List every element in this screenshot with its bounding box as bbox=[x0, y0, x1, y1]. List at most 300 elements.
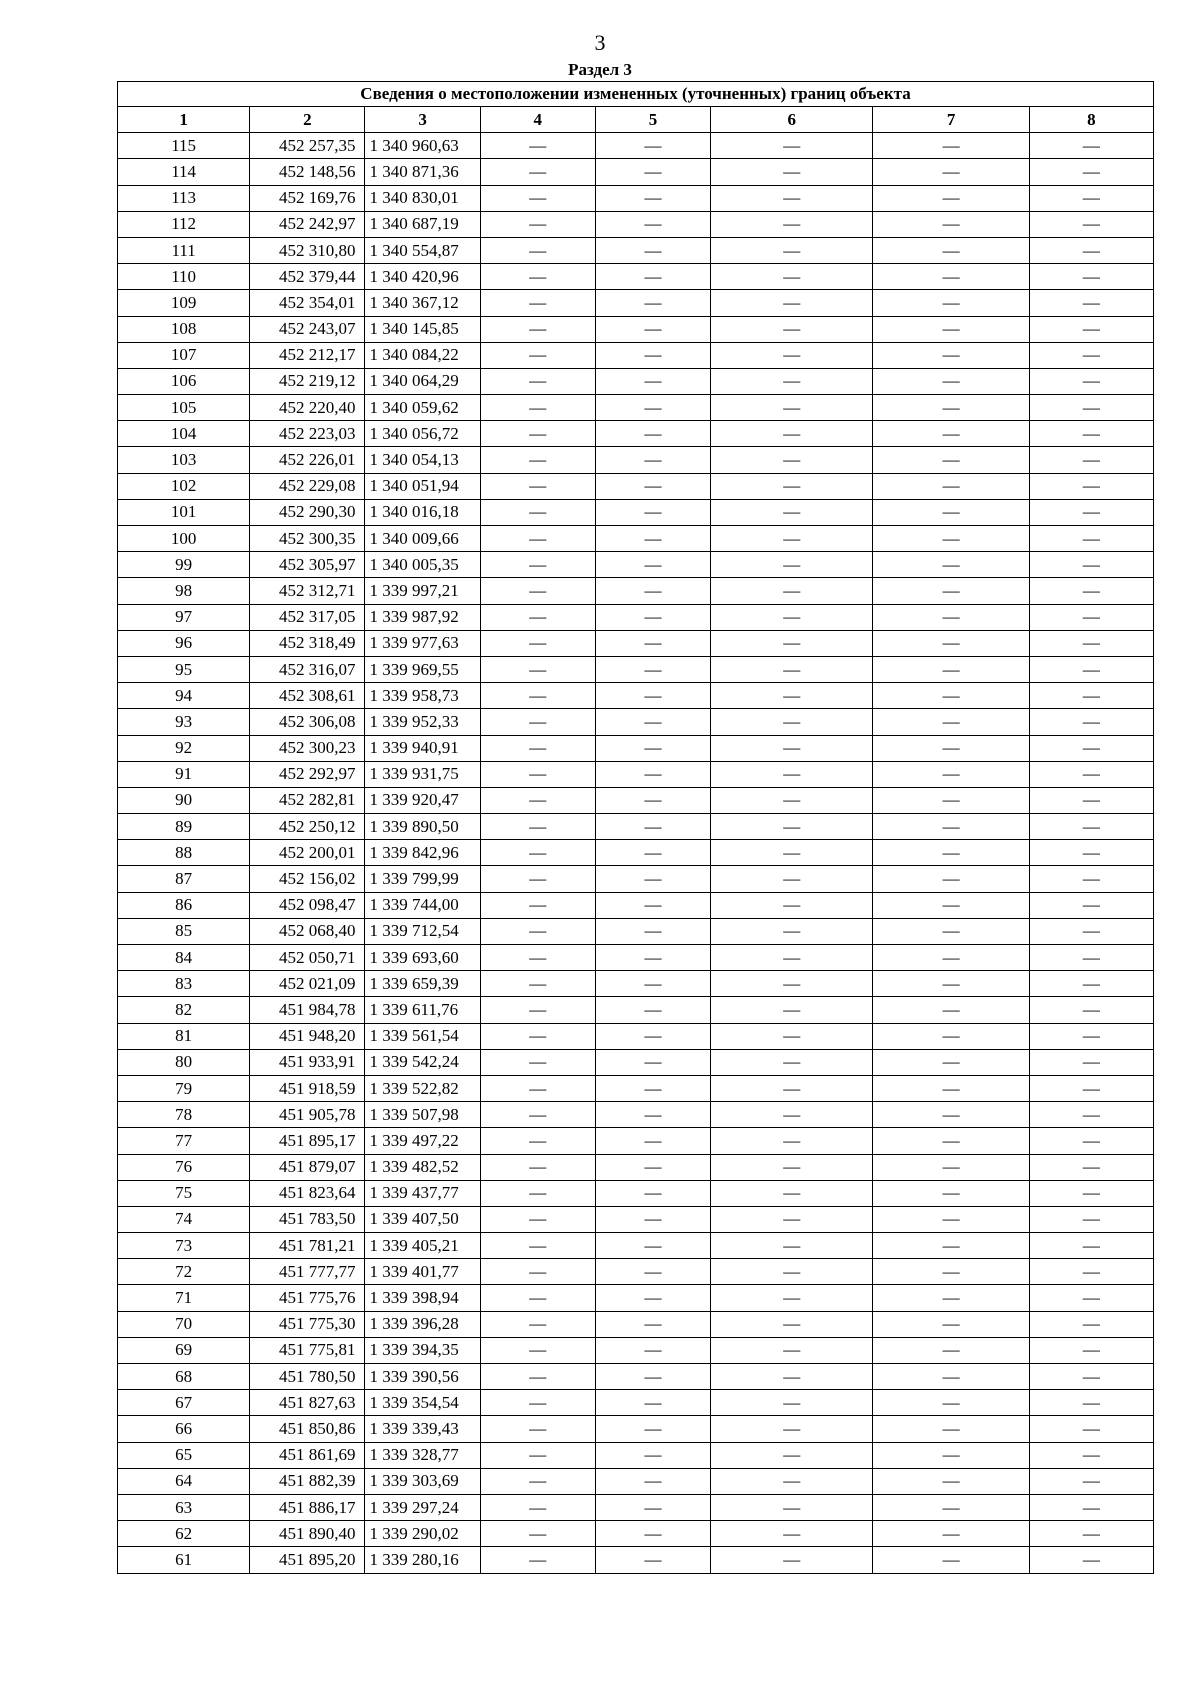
column-header-3: 3 bbox=[365, 107, 480, 133]
table-caption: Сведения о местоположении измененных (уточненных) границ объекта bbox=[118, 82, 1154, 107]
empty-mark-cell: — bbox=[1029, 421, 1153, 447]
empty-mark-cell: — bbox=[873, 683, 1029, 709]
y-coordinate-cell: 1 340 059,62 bbox=[365, 395, 480, 421]
page-number: 3 bbox=[594, 30, 606, 55]
empty-mark-cell: — bbox=[595, 971, 710, 997]
point-number-cell: 101 bbox=[118, 499, 250, 525]
y-coordinate-cell: 1 339 497,22 bbox=[365, 1128, 480, 1154]
empty-mark-cell: — bbox=[1029, 1102, 1153, 1128]
empty-mark-cell: — bbox=[1029, 630, 1153, 656]
empty-mark-cell: — bbox=[1029, 1023, 1153, 1049]
table-row bbox=[118, 1023, 1154, 1049]
empty-mark-cell: — bbox=[873, 709, 1029, 735]
table-row bbox=[118, 421, 1154, 447]
empty-mark-cell: — bbox=[873, 211, 1029, 237]
empty-mark-cell: — bbox=[711, 1390, 873, 1416]
y-coordinate-cell: 1 339 405,21 bbox=[365, 1233, 480, 1259]
empty-mark-cell: — bbox=[873, 1180, 1029, 1206]
column-header-1: 1 bbox=[118, 107, 250, 133]
empty-mark-cell: — bbox=[595, 945, 710, 971]
empty-mark-cell: — bbox=[480, 133, 595, 159]
table-row bbox=[118, 1416, 1154, 1442]
empty-mark-cell: — bbox=[595, 1259, 710, 1285]
empty-mark-cell: — bbox=[1029, 1128, 1153, 1154]
empty-mark-cell: — bbox=[873, 1259, 1029, 1285]
point-number-cell: 97 bbox=[118, 604, 250, 630]
empty-mark-cell: — bbox=[595, 1416, 710, 1442]
table-row bbox=[118, 1233, 1154, 1259]
empty-mark-cell: — bbox=[480, 1416, 595, 1442]
table-row bbox=[118, 1494, 1154, 1520]
empty-mark-cell: — bbox=[480, 840, 595, 866]
empty-mark-cell: — bbox=[595, 395, 710, 421]
empty-mark-cell: — bbox=[480, 552, 595, 578]
empty-mark-cell: — bbox=[595, 1468, 710, 1494]
y-coordinate-cell: 1 340 830,01 bbox=[365, 185, 480, 211]
empty-mark-cell: — bbox=[1029, 499, 1153, 525]
empty-mark-cell: — bbox=[873, 1494, 1029, 1520]
empty-mark-cell: — bbox=[711, 211, 873, 237]
x-coordinate-cell: 452 305,97 bbox=[250, 552, 365, 578]
table-row bbox=[118, 264, 1154, 290]
point-number-cell: 65 bbox=[118, 1442, 250, 1468]
empty-mark-cell: — bbox=[480, 814, 595, 840]
empty-mark-cell: — bbox=[1029, 1364, 1153, 1390]
x-coordinate-cell: 451 861,69 bbox=[250, 1442, 365, 1468]
empty-mark-cell: — bbox=[595, 1023, 710, 1049]
x-coordinate-cell: 451 886,17 bbox=[250, 1494, 365, 1520]
empty-mark-cell: — bbox=[1029, 447, 1153, 473]
y-coordinate-cell: 1 340 064,29 bbox=[365, 368, 480, 394]
empty-mark-cell: — bbox=[1029, 709, 1153, 735]
empty-mark-cell: — bbox=[711, 159, 873, 185]
x-coordinate-cell: 452 220,40 bbox=[250, 395, 365, 421]
table-row bbox=[118, 316, 1154, 342]
point-number-cell: 105 bbox=[118, 395, 250, 421]
y-coordinate-cell: 1 339 401,77 bbox=[365, 1259, 480, 1285]
point-number-cell: 108 bbox=[118, 316, 250, 342]
empty-mark-cell: — bbox=[595, 1102, 710, 1128]
y-coordinate-cell: 1 340 554,87 bbox=[365, 237, 480, 263]
x-coordinate-cell: 452 148,56 bbox=[250, 159, 365, 185]
point-number-cell: 103 bbox=[118, 447, 250, 473]
column-header-8: 8 bbox=[1029, 107, 1153, 133]
table-row bbox=[118, 473, 1154, 499]
empty-mark-cell: — bbox=[595, 997, 710, 1023]
table-row bbox=[118, 866, 1154, 892]
x-coordinate-cell: 452 226,01 bbox=[250, 447, 365, 473]
empty-mark-cell: — bbox=[595, 264, 710, 290]
y-coordinate-cell: 1 339 799,99 bbox=[365, 866, 480, 892]
empty-mark-cell: — bbox=[711, 447, 873, 473]
x-coordinate-cell: 452 282,81 bbox=[250, 787, 365, 813]
empty-mark-cell: — bbox=[595, 1547, 710, 1573]
empty-mark-cell: — bbox=[480, 1180, 595, 1206]
x-coordinate-cell: 451 783,50 bbox=[250, 1206, 365, 1232]
table-row bbox=[118, 971, 1154, 997]
point-number-cell: 94 bbox=[118, 683, 250, 709]
empty-mark-cell: — bbox=[1029, 814, 1153, 840]
point-number-cell: 78 bbox=[118, 1102, 250, 1128]
empty-mark-cell: — bbox=[595, 787, 710, 813]
x-coordinate-cell: 451 823,64 bbox=[250, 1180, 365, 1206]
empty-mark-cell: — bbox=[595, 1206, 710, 1232]
empty-mark-cell: — bbox=[1029, 133, 1153, 159]
y-coordinate-cell: 1 340 687,19 bbox=[365, 211, 480, 237]
x-coordinate-cell: 452 379,44 bbox=[250, 264, 365, 290]
empty-mark-cell: — bbox=[1029, 211, 1153, 237]
y-coordinate-cell: 1 339 396,28 bbox=[365, 1311, 480, 1337]
empty-mark-cell: — bbox=[711, 971, 873, 997]
empty-mark-cell: — bbox=[873, 526, 1029, 552]
table-body bbox=[118, 133, 1154, 1573]
y-coordinate-cell: 1 339 339,43 bbox=[365, 1416, 480, 1442]
y-coordinate-cell: 1 340 009,66 bbox=[365, 526, 480, 552]
point-number-cell: 82 bbox=[118, 997, 250, 1023]
y-coordinate-cell: 1 339 987,92 bbox=[365, 604, 480, 630]
empty-mark-cell: — bbox=[1029, 1494, 1153, 1520]
empty-mark-cell: — bbox=[711, 133, 873, 159]
y-coordinate-cell: 1 339 842,96 bbox=[365, 840, 480, 866]
x-coordinate-cell: 452 316,07 bbox=[250, 656, 365, 682]
empty-mark-cell: — bbox=[1029, 971, 1153, 997]
empty-mark-cell: — bbox=[480, 264, 595, 290]
y-coordinate-cell: 1 340 367,12 bbox=[365, 290, 480, 316]
x-coordinate-cell: 452 242,97 bbox=[250, 211, 365, 237]
table-row bbox=[118, 290, 1154, 316]
point-number-cell: 71 bbox=[118, 1285, 250, 1311]
empty-mark-cell: — bbox=[595, 1075, 710, 1101]
table-row bbox=[118, 1206, 1154, 1232]
empty-mark-cell: — bbox=[711, 342, 873, 368]
y-coordinate-cell: 1 339 398,94 bbox=[365, 1285, 480, 1311]
table-row bbox=[118, 185, 1154, 211]
empty-mark-cell: — bbox=[480, 237, 595, 263]
empty-mark-cell: — bbox=[595, 185, 710, 211]
empty-mark-cell: — bbox=[873, 997, 1029, 1023]
empty-mark-cell: — bbox=[1029, 316, 1153, 342]
y-coordinate-cell: 1 339 969,55 bbox=[365, 656, 480, 682]
empty-mark-cell: — bbox=[711, 997, 873, 1023]
x-coordinate-cell: 451 775,30 bbox=[250, 1311, 365, 1337]
empty-mark-cell: — bbox=[595, 1285, 710, 1311]
y-coordinate-cell: 1 339 940,91 bbox=[365, 735, 480, 761]
empty-mark-cell: — bbox=[1029, 997, 1153, 1023]
x-coordinate-cell: 452 229,08 bbox=[250, 473, 365, 499]
empty-mark-cell: — bbox=[595, 709, 710, 735]
empty-mark-cell: — bbox=[595, 840, 710, 866]
point-number-cell: 76 bbox=[118, 1154, 250, 1180]
empty-mark-cell: — bbox=[1029, 552, 1153, 578]
empty-mark-cell: — bbox=[873, 473, 1029, 499]
empty-mark-cell: — bbox=[480, 159, 595, 185]
empty-mark-cell: — bbox=[873, 761, 1029, 787]
x-coordinate-cell: 452 200,01 bbox=[250, 840, 365, 866]
table-row bbox=[118, 552, 1154, 578]
empty-mark-cell: — bbox=[711, 264, 873, 290]
empty-mark-cell: — bbox=[480, 1102, 595, 1128]
empty-mark-cell: — bbox=[595, 211, 710, 237]
empty-mark-cell: — bbox=[480, 709, 595, 735]
x-coordinate-cell: 451 879,07 bbox=[250, 1154, 365, 1180]
empty-mark-cell: — bbox=[595, 735, 710, 761]
point-number-cell: 96 bbox=[118, 630, 250, 656]
x-coordinate-cell: 452 312,71 bbox=[250, 578, 365, 604]
y-coordinate-cell: 1 339 390,56 bbox=[365, 1364, 480, 1390]
table-row bbox=[118, 526, 1154, 552]
empty-mark-cell: — bbox=[1029, 840, 1153, 866]
empty-mark-cell: — bbox=[1029, 1206, 1153, 1232]
y-coordinate-cell: 1 339 958,73 bbox=[365, 683, 480, 709]
y-coordinate-cell: 1 339 290,02 bbox=[365, 1521, 480, 1547]
empty-mark-cell: — bbox=[873, 787, 1029, 813]
empty-mark-cell: — bbox=[873, 264, 1029, 290]
empty-mark-cell: — bbox=[873, 1233, 1029, 1259]
point-number-cell: 70 bbox=[118, 1311, 250, 1337]
empty-mark-cell: — bbox=[1029, 656, 1153, 682]
empty-mark-cell: — bbox=[1029, 1285, 1153, 1311]
empty-mark-cell: — bbox=[873, 1023, 1029, 1049]
empty-mark-cell: — bbox=[873, 1521, 1029, 1547]
empty-mark-cell: — bbox=[873, 656, 1029, 682]
empty-mark-cell: — bbox=[873, 1128, 1029, 1154]
x-coordinate-cell: 452 219,12 bbox=[250, 368, 365, 394]
empty-mark-cell: — bbox=[480, 1206, 595, 1232]
empty-mark-cell: — bbox=[480, 526, 595, 552]
empty-mark-cell: — bbox=[480, 971, 595, 997]
empty-mark-cell: — bbox=[711, 316, 873, 342]
y-coordinate-cell: 1 339 328,77 bbox=[365, 1442, 480, 1468]
empty-mark-cell: — bbox=[711, 761, 873, 787]
column-header-7: 7 bbox=[873, 107, 1029, 133]
x-coordinate-cell: 452 243,07 bbox=[250, 316, 365, 342]
empty-mark-cell: — bbox=[595, 892, 710, 918]
empty-mark-cell: — bbox=[711, 578, 873, 604]
empty-mark-cell: — bbox=[873, 421, 1029, 447]
table-row bbox=[118, 1285, 1154, 1311]
empty-mark-cell: — bbox=[711, 1206, 873, 1232]
y-coordinate-cell: 1 339 561,54 bbox=[365, 1023, 480, 1049]
y-coordinate-cell: 1 339 997,21 bbox=[365, 578, 480, 604]
x-coordinate-cell: 451 827,63 bbox=[250, 1390, 365, 1416]
empty-mark-cell: — bbox=[480, 316, 595, 342]
point-number-cell: 107 bbox=[118, 342, 250, 368]
x-coordinate-cell: 452 223,03 bbox=[250, 421, 365, 447]
column-header-6: 6 bbox=[711, 107, 873, 133]
table-row bbox=[118, 735, 1154, 761]
empty-mark-cell: — bbox=[711, 1075, 873, 1101]
empty-mark-cell: — bbox=[480, 604, 595, 630]
point-number-cell: 84 bbox=[118, 945, 250, 971]
y-coordinate-cell: 1 340 145,85 bbox=[365, 316, 480, 342]
empty-mark-cell: — bbox=[1029, 945, 1153, 971]
empty-mark-cell: — bbox=[480, 1521, 595, 1547]
x-coordinate-cell: 451 895,17 bbox=[250, 1128, 365, 1154]
x-coordinate-cell: 452 290,30 bbox=[250, 499, 365, 525]
boundary-coordinates-table bbox=[117, 81, 1154, 1574]
empty-mark-cell: — bbox=[873, 447, 1029, 473]
x-coordinate-cell: 452 300,23 bbox=[250, 735, 365, 761]
empty-mark-cell: — bbox=[595, 656, 710, 682]
empty-mark-cell: — bbox=[711, 1259, 873, 1285]
empty-mark-cell: — bbox=[711, 945, 873, 971]
empty-mark-cell: — bbox=[1029, 578, 1153, 604]
x-coordinate-cell: 452 068,40 bbox=[250, 918, 365, 944]
empty-mark-cell: — bbox=[1029, 526, 1153, 552]
y-coordinate-cell: 1 339 522,82 bbox=[365, 1075, 480, 1101]
empty-mark-cell: — bbox=[711, 1154, 873, 1180]
y-coordinate-cell: 1 340 054,13 bbox=[365, 447, 480, 473]
empty-mark-cell: — bbox=[595, 1049, 710, 1075]
table-row bbox=[118, 1442, 1154, 1468]
empty-mark-cell: — bbox=[711, 1233, 873, 1259]
empty-mark-cell: — bbox=[873, 814, 1029, 840]
point-number-cell: 92 bbox=[118, 735, 250, 761]
empty-mark-cell: — bbox=[873, 1311, 1029, 1337]
empty-mark-cell: — bbox=[711, 630, 873, 656]
empty-mark-cell: — bbox=[1029, 1416, 1153, 1442]
x-coordinate-cell: 452 306,08 bbox=[250, 709, 365, 735]
empty-mark-cell: — bbox=[873, 1285, 1029, 1311]
point-number-cell: 87 bbox=[118, 866, 250, 892]
point-number-cell: 102 bbox=[118, 473, 250, 499]
y-coordinate-cell: 1 339 394,35 bbox=[365, 1337, 480, 1363]
table-row bbox=[118, 159, 1154, 185]
empty-mark-cell: — bbox=[480, 447, 595, 473]
empty-mark-cell: — bbox=[595, 1390, 710, 1416]
y-coordinate-cell: 1 339 693,60 bbox=[365, 945, 480, 971]
empty-mark-cell: — bbox=[480, 1442, 595, 1468]
empty-mark-cell: — bbox=[1029, 159, 1153, 185]
point-number-cell: 72 bbox=[118, 1259, 250, 1285]
y-coordinate-cell: 1 339 303,69 bbox=[365, 1468, 480, 1494]
x-coordinate-cell: 452 292,97 bbox=[250, 761, 365, 787]
table-row bbox=[118, 237, 1154, 263]
point-number-cell: 98 bbox=[118, 578, 250, 604]
x-coordinate-cell: 451 948,20 bbox=[250, 1023, 365, 1049]
point-number-cell: 113 bbox=[118, 185, 250, 211]
empty-mark-cell: — bbox=[873, 918, 1029, 944]
empty-mark-cell: — bbox=[711, 1023, 873, 1049]
empty-mark-cell: — bbox=[1029, 473, 1153, 499]
empty-mark-cell: — bbox=[711, 499, 873, 525]
empty-mark-cell: — bbox=[480, 395, 595, 421]
empty-mark-cell: — bbox=[480, 1285, 595, 1311]
empty-mark-cell: — bbox=[480, 421, 595, 447]
y-coordinate-cell: 1 340 084,22 bbox=[365, 342, 480, 368]
empty-mark-cell: — bbox=[711, 368, 873, 394]
empty-mark-cell: — bbox=[711, 473, 873, 499]
point-number-cell: 69 bbox=[118, 1337, 250, 1363]
x-coordinate-cell: 451 781,21 bbox=[250, 1233, 365, 1259]
x-coordinate-cell: 451 933,91 bbox=[250, 1049, 365, 1075]
x-coordinate-cell: 452 098,47 bbox=[250, 892, 365, 918]
column-header-4: 4 bbox=[480, 107, 595, 133]
y-coordinate-cell: 1 340 051,94 bbox=[365, 473, 480, 499]
table-row bbox=[118, 395, 1154, 421]
empty-mark-cell: — bbox=[873, 1547, 1029, 1573]
empty-mark-cell: — bbox=[1029, 735, 1153, 761]
empty-mark-cell: — bbox=[711, 1337, 873, 1363]
empty-mark-cell: — bbox=[711, 1285, 873, 1311]
empty-mark-cell: — bbox=[711, 683, 873, 709]
empty-mark-cell: — bbox=[711, 604, 873, 630]
empty-mark-cell: — bbox=[595, 1442, 710, 1468]
empty-mark-cell: — bbox=[480, 892, 595, 918]
empty-mark-cell: — bbox=[873, 1416, 1029, 1442]
y-coordinate-cell: 1 340 420,96 bbox=[365, 264, 480, 290]
table-row bbox=[118, 840, 1154, 866]
point-number-cell: 89 bbox=[118, 814, 250, 840]
table-row bbox=[118, 1180, 1154, 1206]
empty-mark-cell: — bbox=[873, 1102, 1029, 1128]
y-coordinate-cell: 1 339 280,16 bbox=[365, 1547, 480, 1573]
empty-mark-cell: — bbox=[873, 499, 1029, 525]
empty-mark-cell: — bbox=[711, 709, 873, 735]
x-coordinate-cell: 452 021,09 bbox=[250, 971, 365, 997]
empty-mark-cell: — bbox=[711, 1521, 873, 1547]
y-coordinate-cell: 1 339 712,54 bbox=[365, 918, 480, 944]
empty-mark-cell: — bbox=[711, 185, 873, 211]
empty-mark-cell: — bbox=[1029, 1311, 1153, 1337]
empty-mark-cell: — bbox=[711, 1049, 873, 1075]
empty-mark-cell: — bbox=[480, 787, 595, 813]
empty-mark-cell: — bbox=[711, 1468, 873, 1494]
point-number-cell: 68 bbox=[118, 1364, 250, 1390]
empty-mark-cell: — bbox=[873, 316, 1029, 342]
empty-mark-cell: — bbox=[1029, 1468, 1153, 1494]
point-number-cell: 100 bbox=[118, 526, 250, 552]
empty-mark-cell: — bbox=[595, 368, 710, 394]
table-row bbox=[118, 1128, 1154, 1154]
empty-mark-cell: — bbox=[873, 840, 1029, 866]
table-row bbox=[118, 945, 1154, 971]
y-coordinate-cell: 1 339 977,63 bbox=[365, 630, 480, 656]
empty-mark-cell: — bbox=[873, 945, 1029, 971]
empty-mark-cell: — bbox=[873, 185, 1029, 211]
empty-mark-cell: — bbox=[873, 237, 1029, 263]
empty-mark-cell: — bbox=[873, 1468, 1029, 1494]
empty-mark-cell: — bbox=[595, 552, 710, 578]
column-number-row bbox=[118, 107, 1154, 133]
empty-mark-cell: — bbox=[711, 735, 873, 761]
empty-mark-cell: — bbox=[480, 1259, 595, 1285]
y-coordinate-cell: 1 339 482,52 bbox=[365, 1154, 480, 1180]
table-row bbox=[118, 1311, 1154, 1337]
point-number-cell: 81 bbox=[118, 1023, 250, 1049]
y-coordinate-cell: 1 339 952,33 bbox=[365, 709, 480, 735]
table-row bbox=[118, 997, 1154, 1023]
empty-mark-cell: — bbox=[480, 1154, 595, 1180]
empty-mark-cell: — bbox=[711, 552, 873, 578]
point-number-cell: 104 bbox=[118, 421, 250, 447]
empty-mark-cell: — bbox=[595, 630, 710, 656]
empty-mark-cell: — bbox=[711, 656, 873, 682]
point-number-cell: 85 bbox=[118, 918, 250, 944]
empty-mark-cell: — bbox=[711, 1364, 873, 1390]
y-coordinate-cell: 1 339 542,24 bbox=[365, 1049, 480, 1075]
y-coordinate-cell: 1 339 507,98 bbox=[365, 1102, 480, 1128]
empty-mark-cell: — bbox=[480, 1468, 595, 1494]
y-coordinate-cell: 1 340 016,18 bbox=[365, 499, 480, 525]
x-coordinate-cell: 451 905,78 bbox=[250, 1102, 365, 1128]
empty-mark-cell: — bbox=[873, 735, 1029, 761]
point-number-cell: 77 bbox=[118, 1128, 250, 1154]
empty-mark-cell: — bbox=[595, 761, 710, 787]
empty-mark-cell: — bbox=[873, 342, 1029, 368]
table-row bbox=[118, 1521, 1154, 1547]
empty-mark-cell: — bbox=[480, 1233, 595, 1259]
